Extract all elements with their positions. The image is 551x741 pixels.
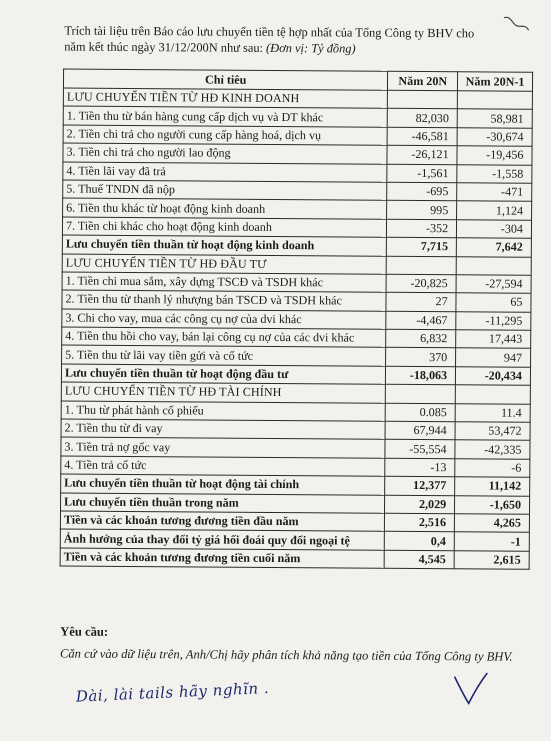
cash-flow-table <box>60 69 533 570</box>
value-current-year: -46,581 <box>388 127 458 146</box>
value-current-year: 2,516 <box>385 513 455 532</box>
value-previous-year: -304 <box>457 219 532 238</box>
value-previous-year: 65 <box>456 293 531 312</box>
row-label: 5. Tiền thu từ lãi vay tiền gửi và cổ tức <box>62 345 387 366</box>
row-label: Lưu chuyển tiền thuần từ hoạt động tài chính <box>61 474 386 495</box>
value-previous-year: 7,642 <box>456 238 531 257</box>
row-label: 2. Tiền chi trả cho người cung cấp hàng hoá, dịch vụ <box>63 125 388 146</box>
value-previous-year: 2,615 <box>454 551 529 570</box>
requirement-title: Yêu cầu: <box>60 624 109 639</box>
row-label: Tiền và các khoản tương đương tiền cuối năm <box>60 548 385 569</box>
value-current-year: 0.085 <box>386 403 456 422</box>
value-previous-year: -30,674 <box>457 128 532 147</box>
row-label: LƯU CHUYỂN TIỀN TỪ HĐ KINH DOANH <box>63 88 388 109</box>
value-current-year: -20,825 <box>386 274 456 293</box>
value-current-year: 7,715 <box>387 237 457 256</box>
value-previous-year: 17,443 <box>456 330 531 349</box>
row-label: 3. Tiền trả nợ gốc vay <box>61 437 386 458</box>
value-current-year: -26,121 <box>387 145 457 164</box>
header-year-previous: Năm 20N-1 <box>458 72 533 92</box>
value-current-year <box>386 385 456 404</box>
intro-paragraph <box>64 23 534 58</box>
row-label: Lưu chuyển tiền thuần từ hoạt động kinh doanh <box>62 235 387 256</box>
value-current-year: -352 <box>387 219 457 238</box>
row-label: Lưu chuyển tiền thuần từ hoạt động đầu tư <box>61 364 386 385</box>
pen-mark-icon <box>502 14 532 34</box>
value-previous-year: -20,434 <box>456 367 531 386</box>
value-current-year: -695 <box>387 182 457 201</box>
value-previous-year <box>456 256 531 275</box>
value-previous-year: -471 <box>457 183 532 202</box>
handwritten-check-icon <box>451 671 491 707</box>
value-previous-year: -1,650 <box>455 495 530 514</box>
intro-line-2 <box>64 39 534 58</box>
row-label: 2. Tiền thu từ đi vay <box>61 419 386 440</box>
row-label: 3. Tiền chi trả cho người lao động <box>63 143 388 164</box>
value-previous-year <box>455 385 530 404</box>
row-label: 4. Tiền trả cổ tức <box>61 456 386 477</box>
value-current-year: 6,832 <box>386 329 456 348</box>
value-previous-year: -1,558 <box>457 164 532 183</box>
value-previous-year: -19,456 <box>457 146 532 165</box>
row-label: 1. Tiền chi mua sắm, xây dựng TSCĐ và TSDH khác <box>62 272 387 293</box>
value-current-year: 995 <box>387 201 457 220</box>
row-label: 3. Chi cho vay, mua các công cụ nợ của dvi khác <box>62 309 387 330</box>
value-current-year: -18,063 <box>386 366 456 385</box>
value-previous-year: -11,295 <box>456 311 531 330</box>
row-label: 4. Tiền lãi vay đã trả <box>63 162 388 183</box>
total-row <box>60 548 529 570</box>
intro-line-1: Trích tài liệu trên Báo cáo lưu chuyển tiền tệ hợp nhất của Tổng Công ty BHV cho <box>64 23 475 41</box>
value-current-year: 12,377 <box>385 476 455 495</box>
value-current-year: -55,554 <box>385 440 455 459</box>
value-current-year: 4,545 <box>385 550 455 569</box>
value-previous-year: 11.4 <box>455 403 530 422</box>
row-label: 7. Tiền chi khác cho hoạt động kinh doanh <box>62 217 387 238</box>
row-label: 1. Tiền thu từ bán hàng cung cấp dịch vụ và DT khác <box>63 106 388 127</box>
requirement-text: Căn cứ vào dữ liệu trên, Anh/Chị hãy phân tích khả năng tạo tiền của Tổng Công ty BHV. <box>59 646 513 664</box>
row-label: 4. Tiền thu hồi cho vay, bán lại công cụ nợ của các dvi khác <box>62 327 387 348</box>
value-previous-year: -6 <box>455 459 530 478</box>
value-previous-year: -42,335 <box>455 440 530 459</box>
handwritten-note: Dài, lài tails hãy nghĩn . <box>75 678 270 706</box>
header-year-current: Năm 20N <box>388 71 458 90</box>
value-previous-year: 947 <box>456 348 531 367</box>
value-current-year: 27 <box>386 293 456 312</box>
intro-line-2-text: năm kết thúc ngày 31/12/200N như sau: <box>64 39 267 55</box>
value-previous-year <box>457 91 532 110</box>
value-current-year: 82,030 <box>388 109 458 128</box>
value-current-year <box>388 90 458 109</box>
requirement-block <box>60 624 530 666</box>
value-current-year <box>387 256 457 275</box>
row-label: Lưu chuyển tiền thuần trong năm <box>61 493 386 514</box>
value-previous-year: -1 <box>454 532 529 551</box>
value-current-year: 370 <box>386 348 456 367</box>
value-previous-year: 58,981 <box>457 109 532 128</box>
value-current-year: 2,029 <box>385 495 455 514</box>
value-previous-year: -27,594 <box>456 275 531 294</box>
row-label: LƯU CHUYỂN TIỀN TỪ HĐ TÀI CHÍNH <box>61 382 386 403</box>
value-previous-year: 11,142 <box>455 477 530 496</box>
value-current-year: -1,561 <box>387 164 457 183</box>
value-current-year: 0,4 <box>385 532 455 551</box>
value-current-year: 67,944 <box>385 421 455 440</box>
value-previous-year: 1,124 <box>457 201 532 220</box>
row-label: 5. Thuế TNDN đã nộp <box>63 180 388 201</box>
row-label: LƯU CHUYỂN TIỀN TỪ HĐ ĐẦU TƯ <box>62 254 387 275</box>
value-current-year: -13 <box>385 458 455 477</box>
row-label: 2. Tiền thu từ thanh lý nhượng bán TSCĐ và TSDH khác <box>62 290 387 311</box>
value-previous-year: 53,472 <box>455 422 530 441</box>
row-label: 6. Tiền thu khác từ hoạt động kinh doanh <box>63 198 388 219</box>
row-label: Ảnh hưởng của thay đổi tỷ giá hối đoái quy đổi ngoại tệ <box>60 529 385 550</box>
row-label: 1. Thu từ phát hành cổ phiếu <box>61 401 386 422</box>
row-label: Tiền và các khoản tương đương tiền đầu năm <box>60 511 385 532</box>
unit-note: (Đơn vị: Tỷ đồng) <box>266 40 356 56</box>
header-item: Chỉ tiêu <box>63 69 388 90</box>
value-previous-year: 4,265 <box>455 514 530 533</box>
value-current-year: -4,467 <box>386 311 456 330</box>
